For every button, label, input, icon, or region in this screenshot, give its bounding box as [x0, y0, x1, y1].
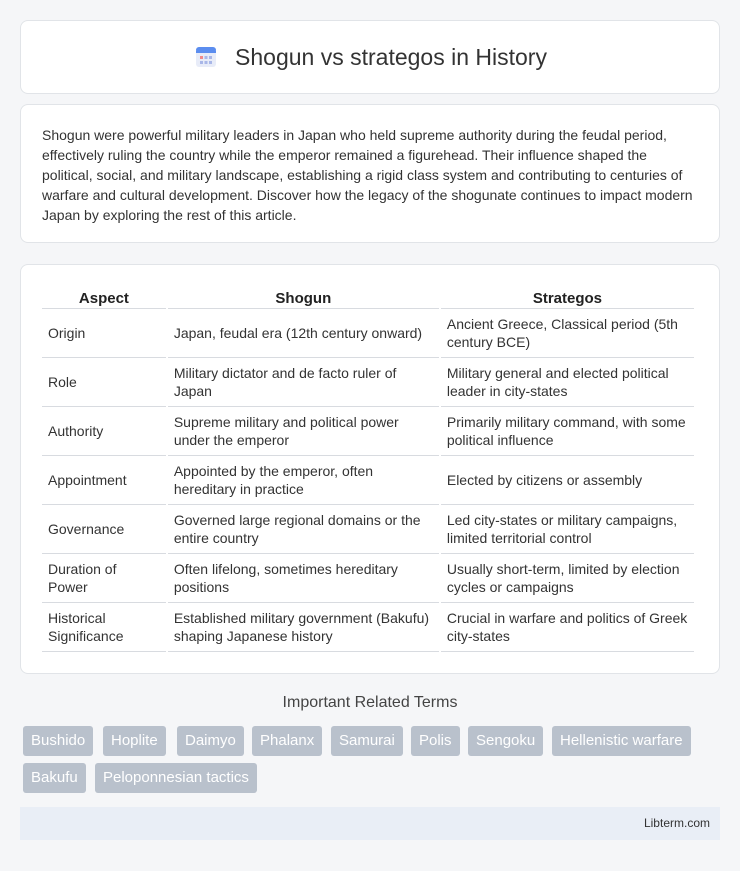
column-header-strategos: Strategos — [441, 285, 694, 309]
aspect-cell: Role — [42, 358, 166, 407]
aspect-cell: Authority — [42, 407, 166, 456]
aspect-cell: Appointment — [42, 456, 166, 505]
intro-text: Shogun were powerful military leaders in Japan who held supreme authority during the feudal period, effectively ruling the country while the emperor remained a figurehead. Their influence shaped the political, social, and military landscape, establishing a rigid class system and contributing to centuries of warfare and cultural development. Discover how the legacy of the shogunate continues to impact modern Japan by exploring the rest of this article. — [42, 127, 693, 223]
comparison-table-card — [20, 264, 720, 674]
aspect-cell: Historical Significance — [42, 603, 166, 652]
intro-card — [20, 104, 720, 243]
tag-daimyo[interactable]: Daimyo — [177, 726, 244, 756]
table-row — [42, 603, 694, 652]
tag-hellenistic-warfare[interactable]: Hellenistic warfare — [552, 726, 691, 756]
table-row — [42, 505, 694, 554]
comparison-table — [40, 285, 696, 652]
header-card — [20, 20, 720, 94]
strategos-cell: Primarily military command, with some political influence — [441, 407, 694, 456]
tag-bakufu[interactable]: Bakufu — [23, 763, 86, 793]
tag-bushido[interactable]: Bushido — [23, 726, 93, 756]
strategos-cell: Crucial in warfare and politics of Greek city-states — [441, 603, 694, 652]
strategos-cell: Ancient Greece, Classical period (5th century BCE) — [441, 309, 694, 358]
tag-sengoku[interactable]: Sengoku — [468, 726, 543, 756]
calendar-icon — [193, 44, 219, 70]
footer — [20, 807, 720, 840]
shogun-cell: Military dictator and de facto ruler of Japan — [168, 358, 439, 407]
column-header-shogun: Shogun — [168, 285, 439, 309]
shogun-cell: Established military government (Bakufu) shaping Japanese history — [168, 603, 439, 652]
related-terms-title: Important Related Terms — [282, 694, 458, 711]
strategos-cell: Military general and elected political leader in city-states — [441, 358, 694, 407]
tag-samurai[interactable]: Samurai — [331, 726, 403, 756]
shogun-cell: Governed large regional domains or the entire country — [168, 505, 439, 554]
footer-site-link[interactable]: Libterm.com — [643, 816, 710, 830]
table-header-row — [42, 285, 694, 309]
tag-hoplite[interactable]: Hoplite — [103, 726, 166, 756]
table-row — [42, 358, 694, 407]
shogun-cell: Japan, feudal era (12th century onward) — [168, 309, 439, 358]
table-row — [42, 407, 694, 456]
strategos-cell: Elected by citizens or assembly — [441, 456, 694, 505]
aspect-cell: Duration of Power — [42, 554, 166, 603]
shogun-cell: Appointed by the emperor, often hereditary in practice — [168, 456, 439, 505]
aspect-cell: Governance — [42, 505, 166, 554]
table-row — [42, 456, 694, 505]
column-header-aspect: Aspect — [42, 285, 166, 309]
page-title: Shogun vs strategos in History — [235, 43, 547, 70]
tag-phalanx[interactable]: Phalanx — [252, 726, 322, 756]
strategos-cell: Led city-states or military campaigns, limited territorial control — [441, 505, 694, 554]
table-row — [42, 309, 694, 358]
shogun-cell: Supreme military and political power under the emperor — [168, 407, 439, 456]
shogun-cell: Often lifelong, sometimes hereditary positions — [168, 554, 439, 603]
aspect-cell: Origin — [42, 309, 166, 358]
table-row — [42, 554, 694, 603]
strategos-cell: Usually short-term, limited by election cycles or campaigns — [441, 554, 694, 603]
tag-peloponnesian-tactics[interactable]: Peloponnesian tactics — [95, 763, 257, 793]
tag-polis[interactable]: Polis — [411, 726, 460, 756]
